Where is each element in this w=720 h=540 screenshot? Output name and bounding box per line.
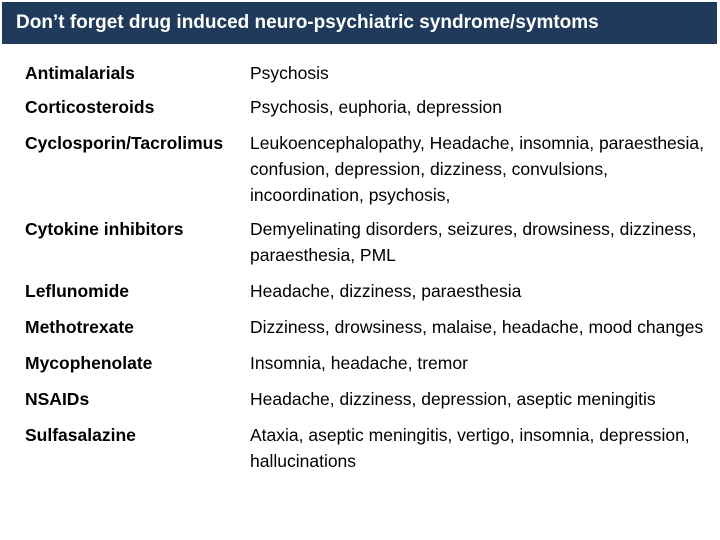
drug-name: Leflunomide (25, 281, 130, 301)
title-bar (2, 2, 717, 44)
drug-effects: Insomnia, headache, tremor (250, 353, 468, 373)
drug-name: Cytokine inhibitors (25, 219, 184, 239)
drug-name: Corticosteroids (25, 97, 155, 117)
table-row-cyclosporin-tacrolimus (25, 130, 705, 208)
drug-effects: Demyelinating disorders, seizures, drowsiness, dizziness, paraesthesia, PML (250, 219, 697, 265)
table-row-corticosteroids (25, 94, 705, 120)
drug-effects: Headache, dizziness, paraesthesia (250, 281, 522, 301)
drug-name: NSAIDs (25, 389, 90, 409)
table-row-mycophenolate (25, 350, 705, 376)
drug-effects: Ataxia, aseptic meningitis, vertigo, insomnia, depression, hallucinations (250, 425, 690, 471)
table-row-cytokine-inhibitors (25, 216, 705, 268)
table-row-sulfasalazine (25, 422, 705, 474)
table-row-leflunomide (25, 278, 705, 304)
drug-effects-table (25, 60, 705, 474)
drug-name: Antimalarials (25, 63, 135, 83)
table-row-antimalarials (25, 60, 705, 86)
slide-title: Don’t forget drug induced neuro-psychiatric syndrome/symtoms (16, 12, 599, 33)
drug-name: Cyclosporin/Tacrolimus (25, 133, 224, 153)
drug-effects: Leukoencephalopathy, Headache, insomnia, paraesthesia, confusion, depression, dizziness, convulsions, incoordination, psychosis, (250, 133, 705, 205)
drug-name: Sulfasalazine (25, 425, 136, 445)
drug-effects: Psychosis (250, 63, 329, 83)
drug-name: Mycophenolate (25, 353, 153, 373)
drug-effects: Dizziness, drowsiness, malaise, headache, mood changes (250, 317, 704, 337)
drug-effects: Psychosis, euphoria, depression (250, 97, 502, 117)
table-row-nsaids (25, 386, 705, 412)
drug-name: Methotrexate (25, 317, 134, 337)
drug-effects: Headache, dizziness, depression, aseptic meningitis (250, 389, 656, 409)
table-row-methotrexate (25, 314, 705, 340)
